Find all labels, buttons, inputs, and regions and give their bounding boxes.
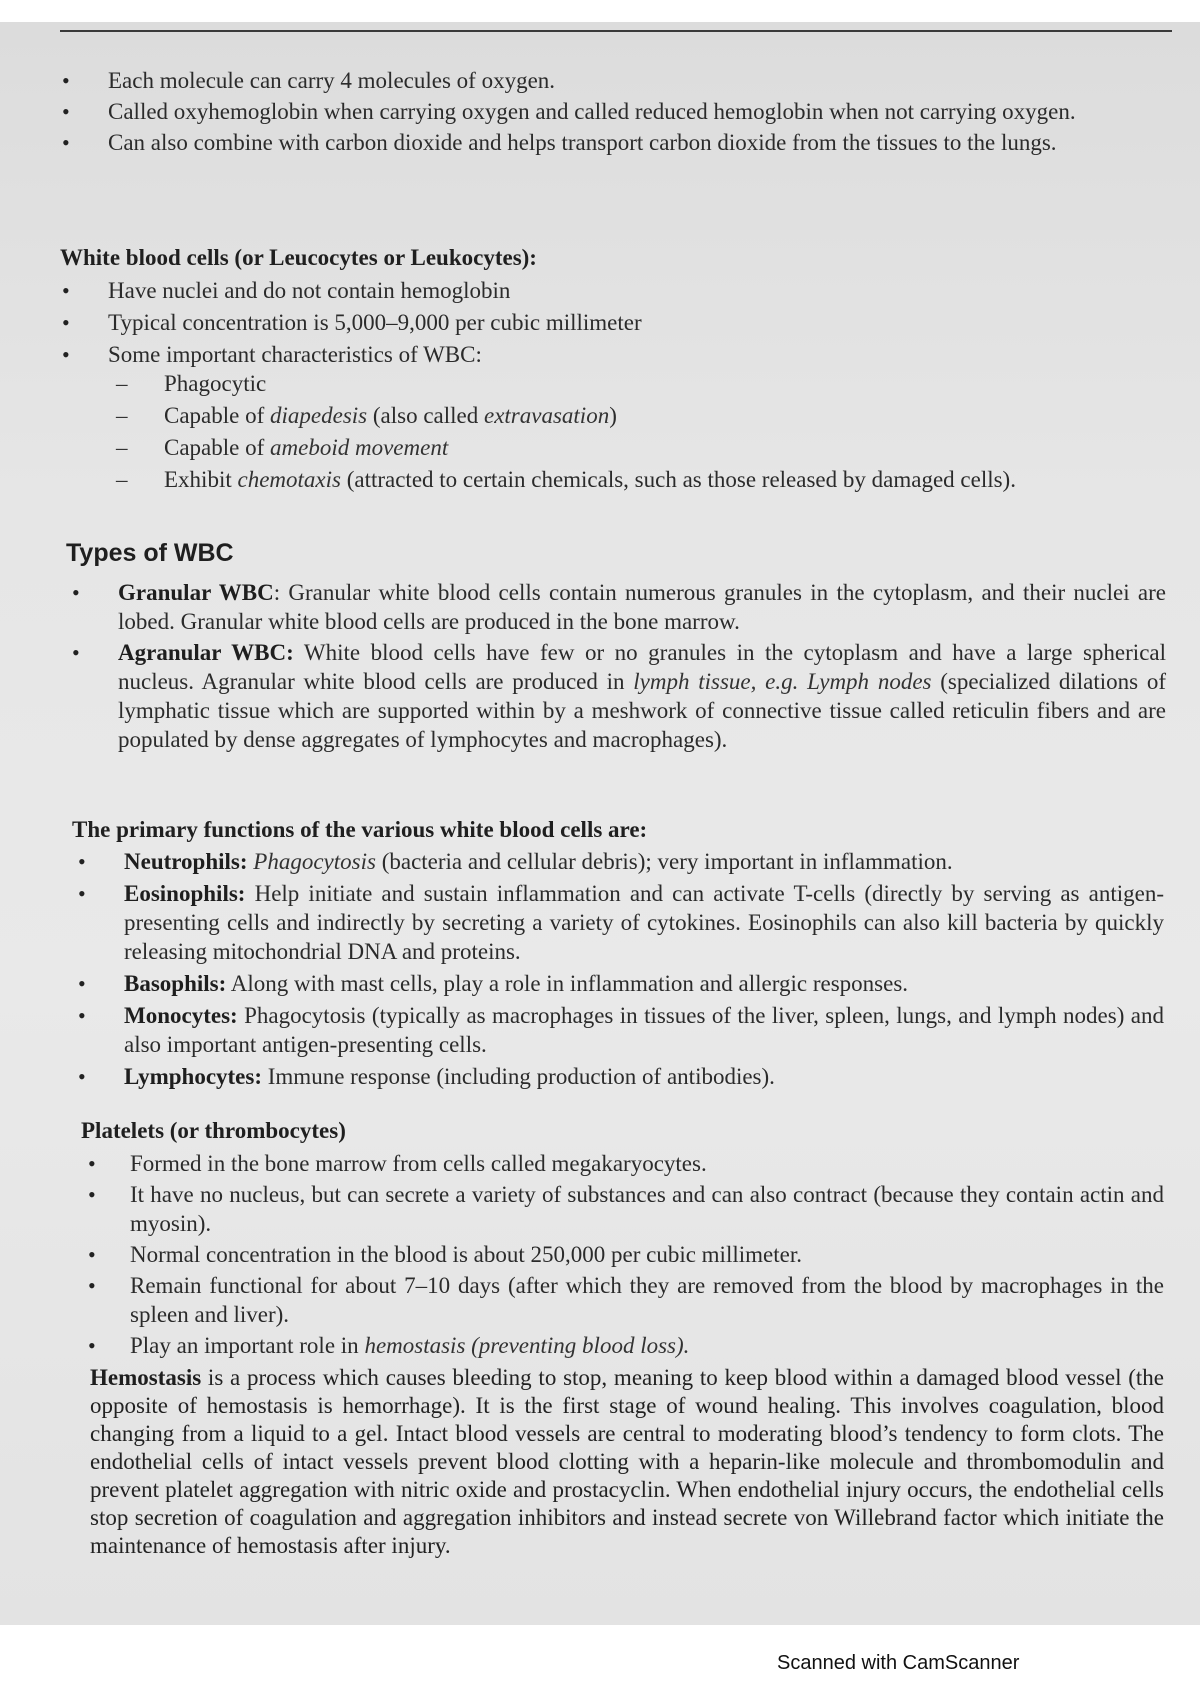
functions-list xyxy=(124,847,1164,1091)
wbc-characteristics-block xyxy=(164,368,1170,496)
list-item: • Normal concentration in the blood is about 250,000 per cubic millimeter. xyxy=(130,1240,1164,1269)
wbc-characteristics xyxy=(164,368,1170,496)
list-item: • Play an important role in hemostasis (preventing blood loss). xyxy=(130,1331,1164,1360)
types-list xyxy=(118,578,1166,754)
list-item: • Monocytes: Phagocytosis (typically as macrophages in tissues of the liver, spleen, lungs, and lymph nodes) and also important antigen-presenting cells. xyxy=(124,1001,1164,1059)
wbc-heading: White blood cells (or Leucocytes or Leukocytes): xyxy=(60,245,537,270)
list-item: • Can also combine with carbon dioxide and helps transport carbon dioxide from the tissues to the lungs. xyxy=(108,128,1170,157)
functions-list-block xyxy=(124,847,1164,1091)
list-item: – Capable of diapedesis (also called extravasation) xyxy=(164,400,1170,432)
list-item: • Formed in the bone marrow from cells called megakaryocytes. xyxy=(130,1149,1164,1178)
list-item: • Each molecule can carry 4 molecules of oxygen. xyxy=(108,66,1170,95)
list-item: • Eosinophils: Help initiate and sustain inflammation and can activate T-cells (directly by serving as antigen-presenting cells and indirectly by secreting a variety of cytokines. Eosinophils can also kill bacteria by quickly releasing mitochondrial DNA and proteins. xyxy=(124,879,1164,966)
types-list-block xyxy=(118,578,1166,754)
list-item: • Neutrophils: Phagocytosis (bacteria and cellular debris); very important in inflammation. xyxy=(124,847,1164,876)
top-rule xyxy=(60,30,1172,32)
types-heading: Types of WBC xyxy=(66,539,234,567)
list-item: • Granular WBC: Granular white blood cells contain numerous granules in the cytoplasm, and their nuclei are lobed. Granular white blood cells are produced in the bone marrow. xyxy=(118,578,1166,636)
platelets-list xyxy=(130,1149,1164,1360)
list-item: • Basophils: Along with mast cells, play a role in inflammation and allergic responses. xyxy=(124,969,1164,998)
list-item: – Capable of ameboid movement xyxy=(164,432,1170,464)
wbc-list-block xyxy=(108,276,1170,369)
list-item: • Typical concentration is 5,000–9,000 per cubic millimeter xyxy=(108,308,1170,337)
list-item: • Some important characteristics of WBC: xyxy=(108,340,1170,369)
hemoglobin-list xyxy=(108,66,1170,157)
list-item: – Phagocytic xyxy=(164,368,1170,400)
platelets-heading: Platelets (or thrombocytes) xyxy=(81,1118,346,1143)
list-item: • Agranular WBC: White blood cells have few or no granules in the cytoplasm and have a large spherical nucleus. Agranular white blood cells are produced in lymph tissue, e.g. Lymph nodes (specialized dilations of lymphatic tissue which are supported within by a meshwork of connective tissue called reticulin fibers and are populated by dense aggregates of lymphocytes and macrophages). xyxy=(118,638,1166,754)
list-item: • Lymphocytes: Immune response (including production of antibodies). xyxy=(124,1062,1164,1091)
list-item: • It have no nucleus, but can secrete a variety of substances and can also contract (because they contain actin and myosin). xyxy=(130,1180,1164,1238)
functions-heading: The primary functions of the various white blood cells are: xyxy=(72,817,648,842)
camscanner-watermark: Scanned with CamScanner xyxy=(777,1652,1020,1674)
platelets-list-block xyxy=(130,1149,1164,1360)
hemoglobin-list-block xyxy=(108,66,1170,157)
wbc-list xyxy=(108,276,1170,369)
list-item: – Exhibit chemotaxis (attracted to certain chemicals, such as those released by damaged cells). xyxy=(164,464,1170,496)
list-item: • Remain functional for about 7–10 days (after which they are removed from the blood by macrophages in the spleen and liver). xyxy=(130,1271,1164,1329)
list-item: • Have nuclei and do not contain hemoglobin xyxy=(108,276,1170,305)
scanned-page xyxy=(0,22,1200,1625)
list-item: • Called oxyhemoglobin when carrying oxygen and called reduced hemoglobin when not carrying oxygen. xyxy=(108,97,1170,126)
hemostasis-paragraph: Hemostasis is a process which causes bleeding to stop, meaning to keep blood within a damaged blood vessel (the opposite of hemostasis is hemorrhage). It is the first stage of wound healing. This involves coagulation, blood changing from a liquid to a gel. Intact blood vessels are central to moderating blood’s tendency to form clots. The endothelial cells of intact vessels prevent blood clotting with a heparin-like molecule and thrombomodulin and prevent platelet aggregation with nitric oxide and prostacyclin. When endothelial injury occurs, the endothelial cells stop secretion of coagulation and aggregation inhibitors and instead secrete von Willebrand factor which initiate the maintenance of hemostasis after injury. xyxy=(90,1365,1164,1558)
